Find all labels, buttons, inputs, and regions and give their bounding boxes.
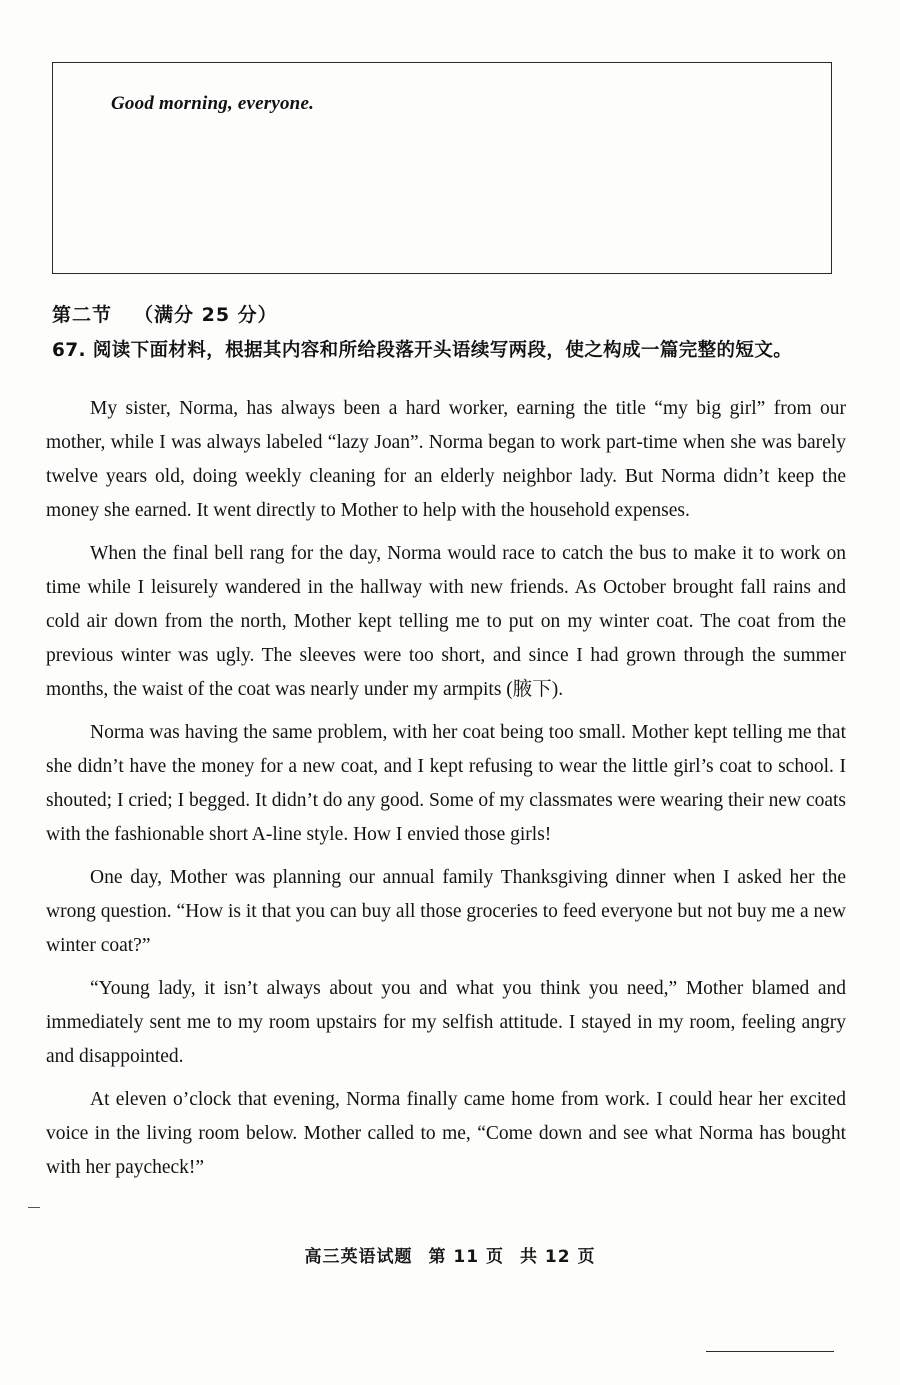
passage-paragraph: “Young lady, it isn’t always about you and what you think you need,” Mother blamed and immediately sent me to my room upstairs for my selfish attitude. I stayed in my room, feeling angry and disappointed. <box>46 978 846 1067</box>
footer-total-pages: 共 12 页 <box>520 1247 596 1267</box>
passage-paragraph: One day, Mother was planning our annual family Thanksgiving dinner when I asked her the wrong question. “How is it that you can buy all those groceries to feed everyone but not buy me a new winter coat?” <box>46 867 846 956</box>
footer-title: 高三英语试题 <box>304 1247 413 1267</box>
section-label: 第二节 <box>52 304 113 326</box>
footer-page-number: 第 11 页 <box>428 1247 504 1267</box>
question-prompt <box>52 336 842 366</box>
answer-box-lead-sentence: Good morning, everyone. <box>111 93 315 114</box>
passage-body <box>46 392 846 1194</box>
passage-paragraph: When the final bell rang for the day, Norma would race to catch the bus to make it to work on time while I leisurely wandered in the hallway with new friends. As October brought fall rains and cold air down from the north, Mother kept telling me to put on my winter coat. The coat from the previous winter was ugly. The sleeves were too short, and since I had grown through the summer months, the waist of the coat was nearly under my armpits (腋下). <box>46 543 846 700</box>
answer-box <box>52 62 832 274</box>
passage-paragraph: Norma was having the same problem, with her coat being too small. Mother kept telling me that she didn’t have the money for a new coat, and I kept refusing to wear the little girl’s coat to school. I shouted; I cried; I begged. It didn’t do any good. Some of my classmates were wearing their new coats with the fashionable short A-line style. How I envied those girls! <box>46 722 847 845</box>
section-score: （满分 25 分） <box>134 304 278 326</box>
passage-paragraph: My sister, Norma, has always been a hard worker, earning the title “my big girl” from our mother, while I was always labeled “lazy Joan”. Norma began to work part-time when she was barely twelve years old, doing weekly cleaning for an elderly neighbor lady. But Norma didn’t keep the money she earned. It went directly to Mother to help with the household expenses. <box>46 398 846 521</box>
page-footer <box>0 1242 900 1267</box>
bottom-rule <box>706 1351 834 1352</box>
question-instruction: 阅读下面材料，根据其内容和所给段落开头语续写两段，使之构成一篇完整的短文。 <box>92 340 793 361</box>
question-number: 67. <box>52 340 86 361</box>
page-edge-mark <box>28 1207 40 1208</box>
section-heading <box>52 300 278 327</box>
passage-paragraph: At eleven o’clock that evening, Norma finally came home from work. I could hear her excited voice in the living room below. Mother called to me, “Come down and see what Norma has bought with her paycheck!” <box>46 1089 846 1178</box>
